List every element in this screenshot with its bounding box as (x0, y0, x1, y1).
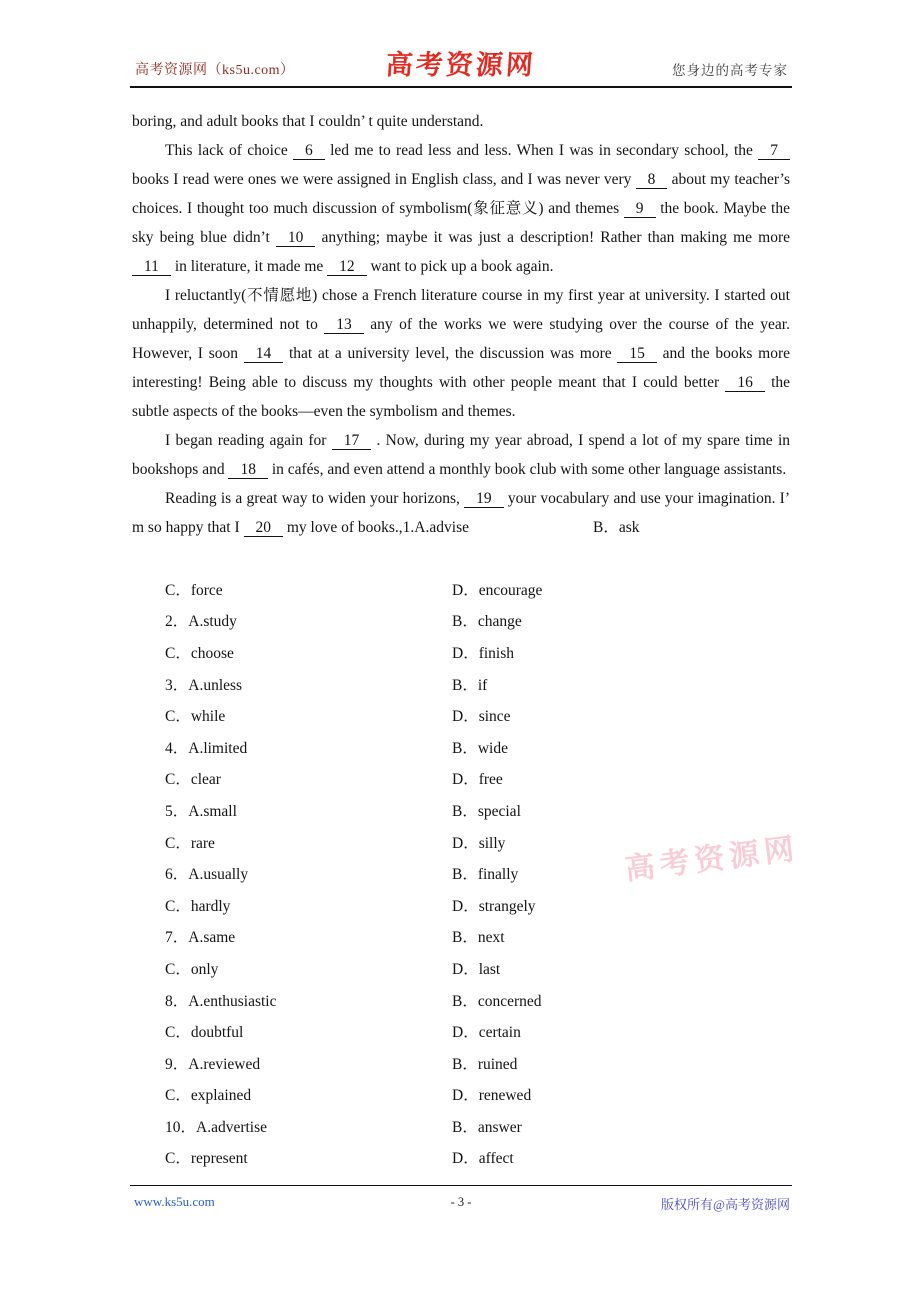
option-right: B．change (452, 613, 522, 631)
passage-paragraph: boring, and adult books that I couldn’ t quite understand. (132, 113, 484, 130)
option-left: 2．A.study (165, 613, 237, 631)
option-row (132, 889, 790, 921)
option-right: B．next (452, 929, 505, 947)
option-row (132, 731, 790, 763)
option-right: B．special (452, 802, 521, 820)
option-right: B．ruined (452, 1055, 518, 1073)
option-right: D．finish (452, 644, 515, 662)
option-row (132, 826, 790, 858)
site-logo: 高考资源网 (384, 50, 537, 80)
option-row (132, 1079, 790, 1111)
option-row (132, 984, 790, 1016)
passage-paragraph: Reading is a great way to widen your horizons, 19 your vocabulary and use your imagination. I’ m so happy that I 20 my love of books.,1.A.advise B．ask (132, 490, 790, 536)
option-row (132, 857, 790, 889)
option-row (132, 1047, 790, 1079)
option-right: D．last (452, 960, 501, 978)
option-row (132, 636, 790, 668)
option-left: C．hardly (165, 897, 231, 915)
footer-copyright-link[interactable]: 版权所有@高考资源网 (661, 1197, 790, 1212)
option-right: D．strangely (452, 897, 536, 915)
footer-divider (130, 1185, 792, 1186)
page-header (132, 46, 790, 84)
option-row (132, 952, 790, 984)
blank-16: 16 (725, 374, 765, 392)
option-left: 7．A.same (165, 929, 236, 947)
option-left: 8．A.enthusiastic (165, 992, 277, 1010)
blank-9: 9 (624, 200, 656, 218)
blank-7: 7 (758, 142, 790, 160)
blank-8: 8 (636, 171, 668, 189)
option-row (132, 794, 790, 826)
option-left: C．force (165, 581, 223, 599)
option-left: C．represent (165, 1150, 248, 1168)
option-left: 6．A.usually (165, 866, 249, 884)
option-row (132, 668, 790, 700)
option-row (132, 763, 790, 795)
blank-18: 18 (228, 461, 268, 479)
option-left: 10．A.advertise (165, 1118, 268, 1136)
blank-12: 12 (327, 258, 367, 276)
cloze-passage (132, 107, 790, 542)
option-row (132, 1142, 790, 1174)
option-row (132, 1110, 790, 1142)
option-row (132, 573, 790, 605)
blank-11: 11 (132, 258, 171, 276)
option-left: C．choose (165, 644, 234, 662)
option-left: 5．A.small (165, 802, 237, 820)
passage-paragraph: I began reading again for 17 . Now, during my year abroad, I spend a lot of my spare time in bookshops and 18 in cafés, and even attend a monthly book club with some other language assistants. (132, 432, 790, 478)
option-left: C．doubtful (165, 1024, 244, 1042)
option-left: 3．A.unless (165, 676, 243, 694)
option-right: D．affect (452, 1150, 514, 1168)
blank-13: 13 (324, 316, 364, 334)
option-row (132, 1015, 790, 1047)
site-slogan: 您身边的高考专家 (672, 63, 788, 78)
option-left: C．clear (165, 771, 221, 789)
option-left: 4．A.limited (165, 739, 248, 757)
option-left: C．while (165, 708, 226, 726)
site-name: 高考资源网（ks5u.com） (135, 63, 295, 78)
option-left: 9．A.reviewed (165, 1055, 261, 1073)
blank-6: 6 (293, 142, 325, 160)
option-left: C．rare (165, 834, 215, 852)
footer-site-link[interactable]: www.ks5u.com (134, 1194, 215, 1209)
options-list (132, 573, 790, 1173)
option-right: B．if (452, 676, 488, 694)
header-divider (130, 86, 792, 88)
option-right: D．free (452, 771, 503, 789)
option-row (132, 605, 790, 637)
watermark: 高考资源网 (623, 832, 801, 887)
option-right: D．renewed (452, 1087, 532, 1105)
option-right: B．concerned (452, 992, 542, 1010)
blank-17: 17 (332, 432, 372, 450)
option-right: B．wide (452, 739, 508, 757)
option-left: C．explained (165, 1087, 252, 1105)
option-right: B．answer (452, 1118, 522, 1136)
page-number: - 3 - (450, 1195, 472, 1209)
blank-20: 20 (244, 519, 284, 537)
option-right: D．since (452, 708, 511, 726)
option-row (132, 921, 790, 953)
blank-14: 14 (244, 345, 284, 363)
option-right: D．encourage (452, 581, 543, 599)
option-row (132, 699, 790, 731)
passage-paragraph: This lack of choice 6 led me to read less and less. When I was in secondary school, the 7 books I read were ones we were assigned in English class, and I was never very 8 about my teacher’s choices. I thought too much discussion of symbolism(象征意义) and themes 9 the book. Maybe the sky being blue didn’t 10 anything; maybe it was just a description! Rather than making me more 11 in literature, it made me 12 want to pick up a book again. (132, 142, 791, 275)
option-right: D．certain (452, 1024, 521, 1042)
option-right: B．finally (452, 866, 519, 884)
blank-15: 15 (617, 345, 657, 363)
option-left: C．only (165, 960, 219, 978)
blank-19: 19 (464, 490, 504, 508)
passage-paragraph: I reluctantly(不情愿地) chose a French literature course in my first year at university. I started out unhappily, determined not to 13 any of the works we were studying over the course of the year. However, I soon 14 that at a university level, the discussion was more 15 and the books more interesting! Being able to discuss my thoughts with other people meant that I could better 16 the subtle aspects of the books—even the symbolism and themes. (132, 287, 791, 420)
option-right: D．silly (452, 834, 506, 852)
blank-10: 10 (276, 229, 316, 247)
page-footer (132, 1191, 790, 1215)
